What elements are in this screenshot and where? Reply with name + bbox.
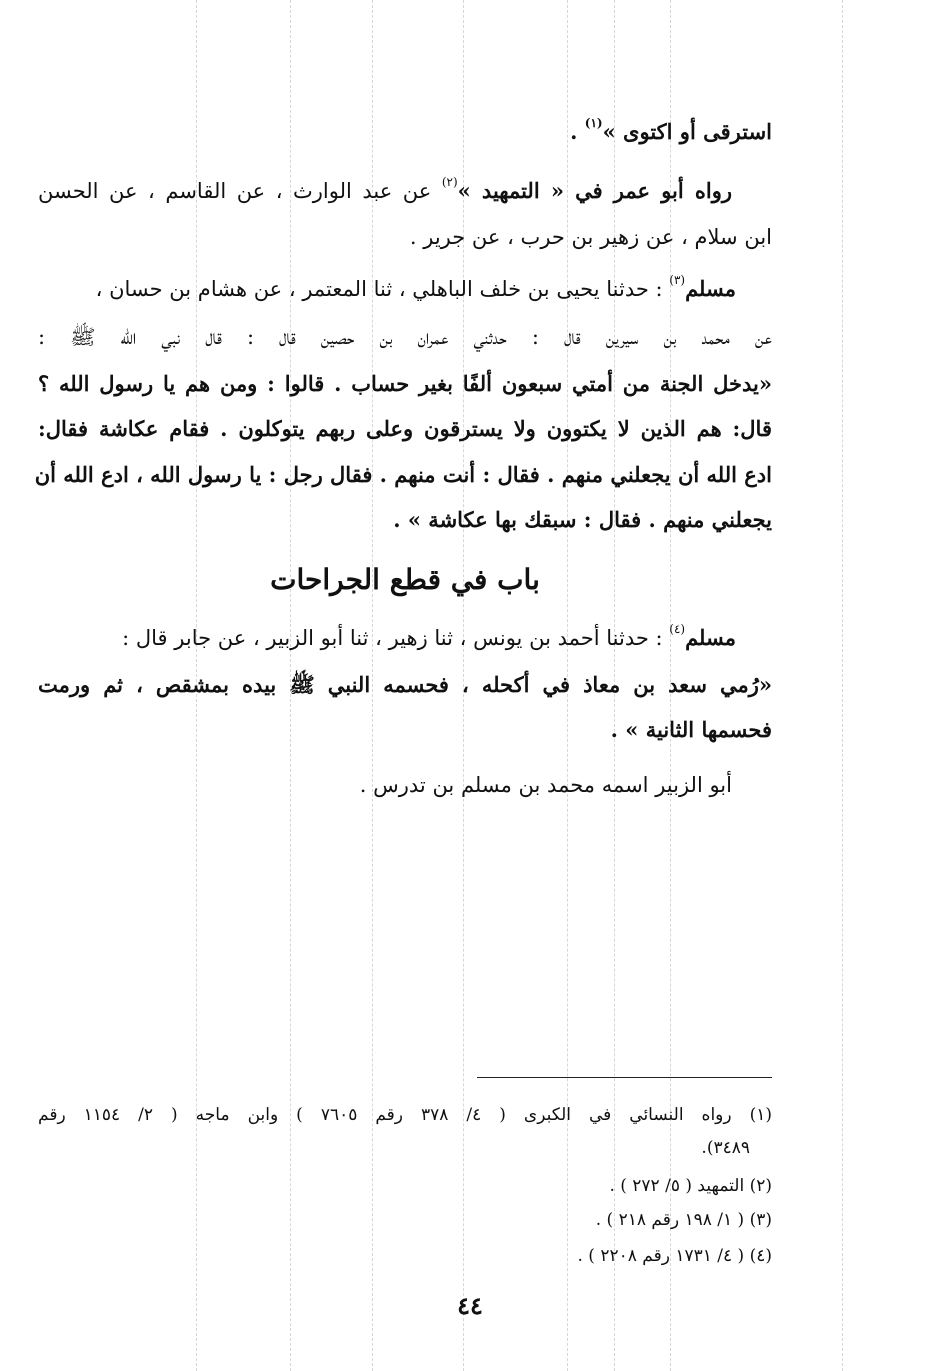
footnote-separator	[477, 1077, 772, 1078]
text-line: «رُمي سعد بن معاذ في أكحله ، فحسمه النبي ﷺ بيده بمشقص ، ثم ورمت	[38, 672, 772, 697]
text-line: استرقى أو اكتوى »$^{(١)}$ .	[570, 116, 772, 144]
footnote: (٢) التمهيد ( ٥/ ٢٧٢ ) .	[609, 1176, 772, 1196]
scan-guide-line	[842, 0, 843, 1371]
text-line: عن محمد بن سيرين قال : حدثني عمران بن حصين قال : قال نبي الله ﷺ :	[38, 325, 772, 349]
footnote-ref: (٤)	[669, 622, 686, 636]
footnote-ref: (٢)	[441, 175, 458, 189]
text-line: ابن سلام ، عن زهير بن حرب ، عن جرير .	[409, 225, 772, 249]
footnote-ref: (٣)	[669, 273, 686, 287]
footnote: (٤) ( ٤/ ١٧٣١ رقم ٢٢٠٨ ) .	[577, 1246, 772, 1266]
text-line: ادع الله أن يجعلني منهم . فقال : أنت منهم . فقال رجل : يا رسول الله ، ادع الله أن	[34, 462, 772, 487]
footnote: ٣٤٨٩).	[701, 1138, 750, 1158]
text-line: يجعلني منهم . فقال : سبقك بها عكاشة » .	[393, 507, 772, 532]
text-line: مسلم$^{(٣)}$ : حدثنا يحيى بن خلف الباهلي ، ثنا المعتمر ، عن هشام بن حسان ،	[95, 273, 736, 301]
page-number: ٤٤	[457, 1291, 483, 1320]
text-line: أبو الزبير اسمه محمد بن مسلم بن تدرس .	[359, 773, 732, 797]
footnote: (٣) ( ١/ ١٩٨ رقم ٢١٨ ) .	[595, 1210, 772, 1230]
section-heading: باب في قطع الجراحات	[270, 563, 540, 596]
text-line: رواه أبو عمر في « التمهيد »$^{(٢)}$ عن عبد الوارث ، عن القاسم ، عن الحسن	[38, 175, 732, 203]
text-line: مسلم$^{(٤)}$ : حدثنا أحمد بن يونس ، ثنا زهير ، ثنا أبو الزبير ، عن جابر قال :	[122, 622, 736, 650]
text-line: قال: هم الذين لا يكتوون ولا يسترقون وعلى ربهم يتوكلون . فقام عكاشة فقال:	[38, 416, 772, 441]
text-line: «يدخل الجنة من أمتي سبعون ألفًا بغير حساب . قالوا : ومن هم يا رسول الله ؟	[38, 371, 772, 396]
footnote: (١) رواه النسائي في الكبرى ( ٤/ ٣٧٨ رقم ٧٦٠٥ ) وابن ماجه ( ٢/ ١١٥٤ رقم	[38, 1105, 772, 1125]
footnote-ref: (١)	[584, 116, 603, 130]
text-line: فحسمها الثانية » .	[610, 717, 772, 742]
